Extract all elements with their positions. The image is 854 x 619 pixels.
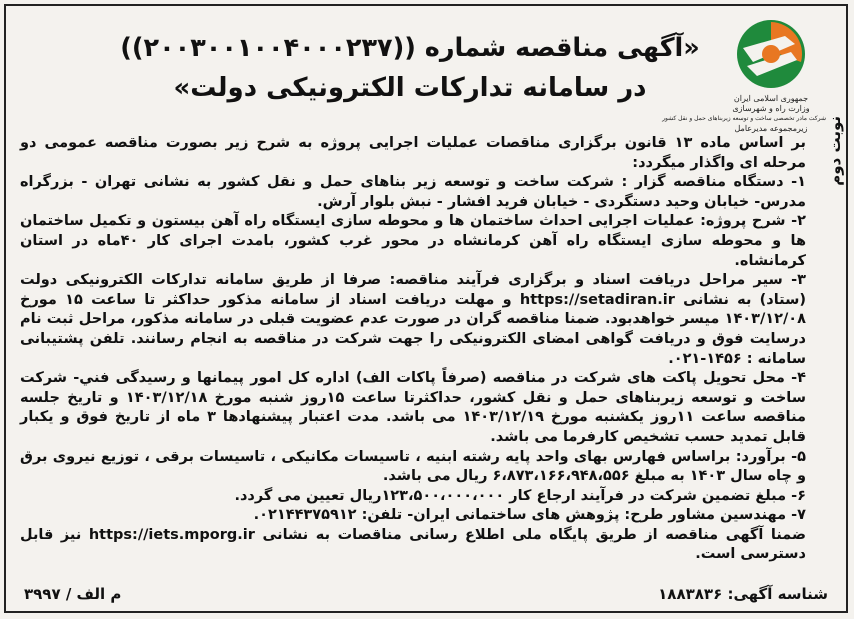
item-5-estimate: ۵- برآورد: براساس فهارس بهای واحد پایه رشته ابنیه ، تاسیسات مکانیکی ، تاسیسات برقی ، توزیع نیروی برق و چاه سال ۱۴۰۳ به مبلغ ۶،۸۷۳،۱۶۶،۹۴۸،۵۵۶ ریال می باشد.: [20, 448, 806, 485]
notice-title-line2: در سامانه تدارکات الکترونیکی دولت»: [173, 73, 647, 103]
item-2-project: ۲- شرح پروژه: عملیات اجرایی احداث ساختمان ها و محوطه سازی ایستگاه راه آهن بیستون و تکمیل ساختمان ها و محوطه سازی ایستگاه راه آهن کرمانشاه در محور غرب کشور، بامدت اجرای کار ۴۰ماه در استان کرمانشاه.: [20, 213, 806, 269]
item-6-guarantee: ۶- مبلغ تضمین شرکت در فرآیند ارجاع کار ۱۲۳،۵۰۰،۰۰۰،۰۰۰ریال تعیین می گردد.: [234, 487, 806, 504]
item-7-consultant: ۷- مهندسین مشاور طرح: پژوهش های ساختمانی ایران- تلفن: ۰۲۱۴۴۳۷۵۹۱۲.: [253, 507, 806, 524]
item-1-organizer: ۱- دستگاه مناقصه گزار : شرکت ساخت و توسعه زیر بناهای حمل و نقل کشور به نشانی تهران - بزرگراه مدرس- خیابان وحید دستگردی - خیابان فرید افشار - نبش بلوار آرش.: [20, 174, 806, 210]
closing-paragraph: ضمنا آگهی مناقصه از طریق پایگاه ملی اطلاع رسانی مناقصات به نشانی https://iets.mporg.ir نیز قابل دسترسی است.: [20, 526, 806, 563]
notice-title-line1: «آگهی مناقصه شماره ((۲۰۰۳۰۰۱۰۰۴۰۰۰۲۳۷)): [120, 33, 700, 63]
notice-id: شناسه آگهی: ۱۸۸۳۸۳۶: [658, 585, 828, 603]
org-line-2: وزارت راه و شهرسازی: [732, 104, 810, 113]
intro-paragraph: بر اساس ماده ۱۳ قانون برگزاری مناقصات عملیات اجرایی پروژه به شرح زیر بصورت مناقصه عمومی دو مرحله ای واگذار میگردد:: [20, 135, 806, 171]
issue-round-label: نوبت دوم: [826, 116, 844, 186]
org-line-1: جمهوری اسلامی ایران: [733, 94, 809, 103]
notice-header: [120, 28, 700, 108]
ministry-emblem-icon: [735, 18, 807, 90]
notice-body: [20, 134, 806, 565]
org-line-3: شرکت مادر تخصصی ساخت و توسعه زیربناهای حمل و نقل کشور: [662, 115, 826, 122]
org-line-4: زیرمجموعه مدیرعامل: [734, 124, 808, 133]
item-3-process: ۳- سیر مراحل دریافت اسناد و برگزاری فرآیند مناقصه: صرفا از طریق سامانه تدارکات الکترونیکی دولت (ستاد) به نشانی https://setadiran.ir و مهلت دریافت اسناد از سامانه مذکور حداکثر تا ساعت ۱۵ مورخ ۱۴۰۳/۱۲/۰۸ میسر خواهدبود. ضمنا مناقصه گران در صورت عدم عضویت قبلی در سامانه مذکور، مراحل ثبت نام درسایت فوق و دریافت گواهی امضای الکترونیکی را جهت شرکت در مناقصه به انجام رسانند. تلفن پشتیبانی سامانه : ۱۴۵۶-۰۲۱.: [20, 272, 806, 367]
item-4-delivery: ۴- محل تحویل پاکت های شرکت در مناقصه (صرفاً پاکات الف) اداره کل امور پیمانها و رسیدگی فني- شرکت ساخت و توسعه زیربناهای حمل و نقل کشور، حداکثرتا ساعت ۱۵روز شنبه مورخ ۱۴۰۳/۱۲/۱۸ و تاریخ جلسه مناقصه ساعت ۱۱روز یکشنبه مورخ ۱۴۰۳/۱۲/۱۹ می باشد. مدت اعتبار پیشنهادها ۳ ماه از تاریخ فوق و یکبار قابل تمدید حسب تشخیص کارفرما می باشد.: [20, 370, 806, 445]
notice-footer: [24, 585, 828, 609]
issue-number: م الف / ۳۹۹۷: [24, 585, 122, 603]
